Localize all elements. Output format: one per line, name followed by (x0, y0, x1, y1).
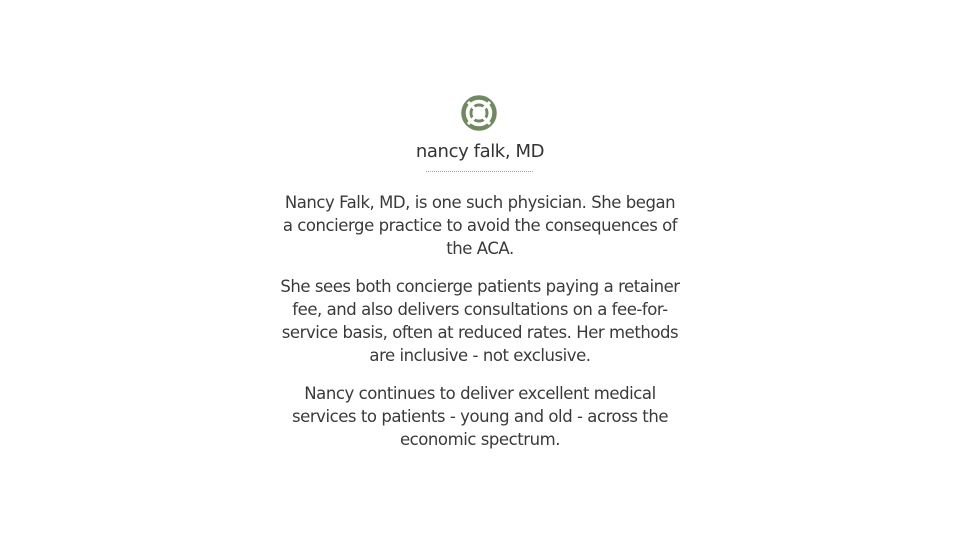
paragraph-2: She sees both concierge patients paying a retainer fee, and also delivers consultations on a fee-for-service basis, often at reduced rates. Her methods are inclusive - not exclusive. (280, 277, 680, 365)
lifebuoy-icon (461, 95, 497, 131)
body-text (280, 191, 680, 466)
title-divider (426, 171, 533, 172)
paragraph-1: Nancy Falk, MD, is one such physician. She began a concierge practice to avoid the consequences of the ACA. (282, 193, 678, 258)
page-title: nancy falk, MD (415, 141, 545, 162)
paragraph-3: Nancy continues to deliver excellent medical services to patients - young and old - across the economic spectrum. (291, 384, 669, 449)
